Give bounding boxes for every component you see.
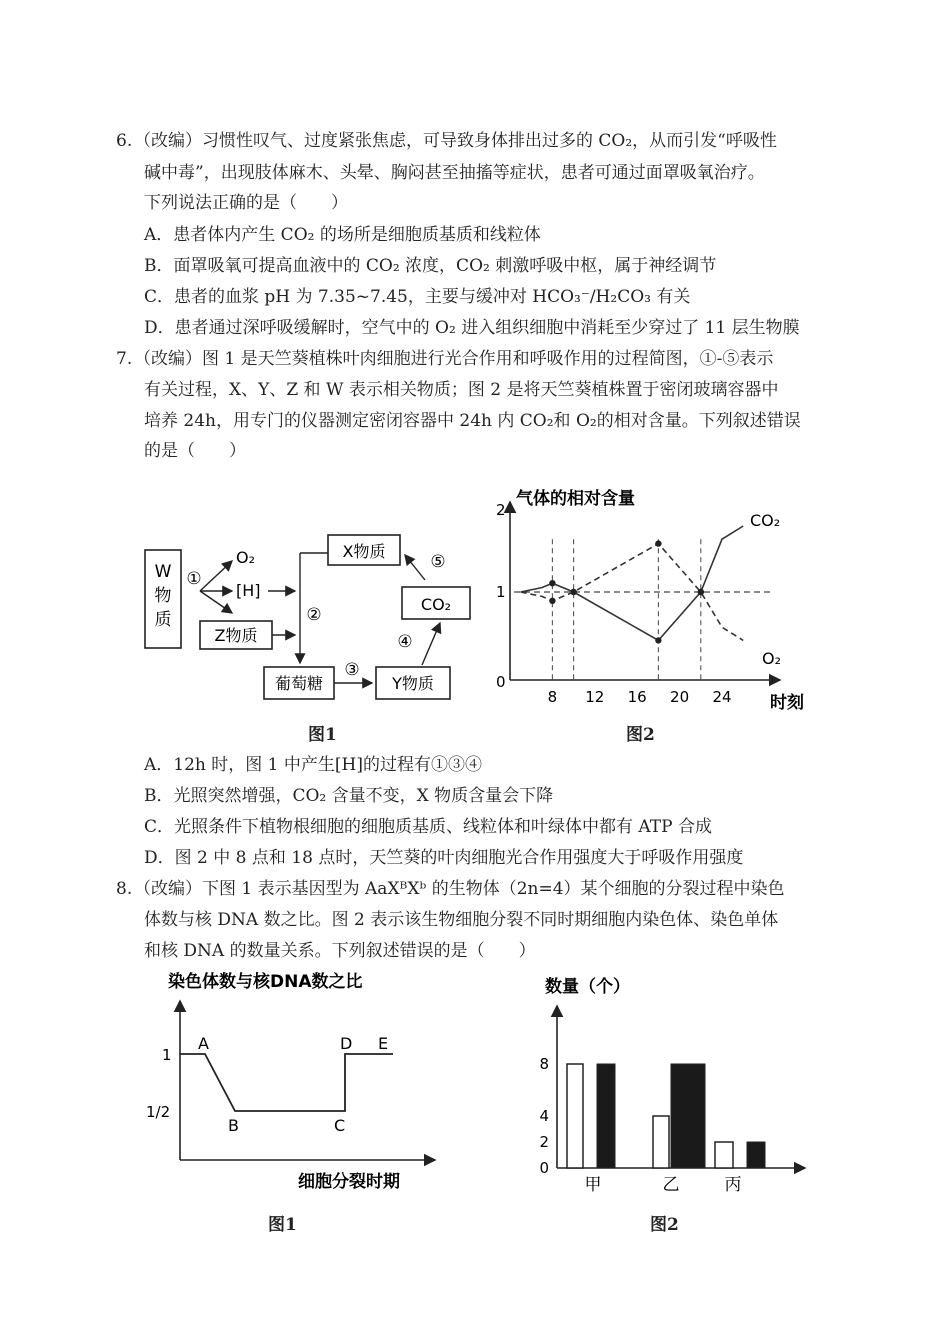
q6-option-c: C．患者的血浆 pH 为 7.35~7.45，主要与缓冲对 HCO₃⁻/H₂CO₃ 有关	[144, 287, 691, 307]
q6-number: 6.	[116, 131, 133, 151]
fig2-o2-label: O₂	[762, 649, 782, 668]
q7-line-1: （改编）图 1 是天竺葵植株叶肉细胞进行光合作用和呼吸作用的过程简图，①-⑤表示	[134, 349, 774, 369]
q6-line-1: （改编）习惯性叹气、过度紧张焦虑，可导致身体排出过多的 CO₂，从而引发“呼吸性	[134, 131, 777, 151]
point-c: C	[334, 1116, 346, 1135]
q8-fig2-ytick: 2	[539, 1133, 549, 1151]
step-5: ⑤	[430, 552, 446, 572]
fig2-x-title: 时刻	[770, 693, 804, 713]
q7-number: 7.	[116, 349, 133, 369]
q6-option-b: B．面罩吸氧可提高血液中的 CO₂ 浓度，CO₂ 刺激呼吸中枢，属于神经调节	[144, 256, 717, 276]
q8-fig2-ytick: 4	[539, 1107, 549, 1125]
series-point	[549, 598, 555, 604]
q8-line-3: 和核 DNA 的数量关系。下列叙述错误的是（ ）	[144, 941, 536, 961]
fig2-xtick: 16	[627, 688, 647, 706]
w-label-2: 物	[154, 586, 172, 606]
q8-line-1: （改编）下图 1 表示基因型为 AaXᴮXᵇ 的生物体（2n=4）某个细胞的分裂过程中染色	[134, 879, 785, 899]
glucose-label: 葡萄糖	[274, 674, 324, 693]
fig2-xtick: 12	[585, 688, 605, 706]
bar-black	[671, 1064, 705, 1168]
q8-fig2-ytick: 8	[539, 1055, 549, 1073]
q7-line-2: 有关过程，X、Y、Z 和 W 表示相关物质；图 2 是将天竺葵植株置于密闭玻璃容器中	[144, 380, 779, 400]
q6-line-2: 碱中毒”，出现肢体麻木、头晕、胸闷甚至抽搐等症状，患者可通过面罩吸氧治疗。	[144, 163, 765, 183]
q8-number: 8.	[116, 879, 133, 899]
ratio-line	[180, 1054, 393, 1111]
point-b: B	[228, 1116, 239, 1135]
fig2-y-title: 气体的相对含量	[516, 489, 635, 509]
q8-line-2: 体数与核 DNA 数之比。图 2 表示该生物细胞分裂不同时期细胞内染色体、染色单体	[144, 910, 779, 930]
fig2-ytick-0: 0	[496, 673, 506, 691]
q6-line-3: 下列说法正确的是（ ）	[144, 193, 348, 213]
q7-line-3: 培养 24h，用专门的仪器测定密闭容器中 24h 内 CO₂和 O₂的相对含量。下列叙述错误	[144, 411, 801, 431]
step-4: ④	[397, 632, 413, 652]
fig2-co2-label: CO₂	[750, 511, 781, 530]
w-label-1: W	[154, 562, 172, 582]
q8-category-label: 乙	[662, 1175, 680, 1195]
q7-fig1-diagram	[140, 525, 480, 715]
bar-black	[747, 1142, 765, 1168]
bar-white	[653, 1116, 669, 1168]
step-3: ③	[344, 660, 360, 680]
bar-white	[567, 1064, 583, 1168]
q7-fig2-chart	[480, 480, 820, 720]
q8-fig2-y-title: 数量（个）	[545, 977, 630, 997]
q6-option-d: D．患者通过深呼吸缓解时，空气中的 O₂ 进入组织细胞中消耗至少穿过了 11 层生物膜	[144, 318, 800, 338]
co2-label: CO₂	[420, 595, 452, 614]
bar-white	[715, 1142, 733, 1168]
q8-ytick-half: 1/2	[146, 1103, 171, 1121]
q7-line-4: 的是（ ）	[144, 441, 246, 461]
q8-fig1-caption: 图1	[268, 1215, 297, 1235]
q8-fig1-chart	[146, 965, 450, 1195]
q8-fig2-chart	[535, 970, 815, 1200]
q7-fig2-caption: 图2	[626, 725, 655, 745]
q8-fig1-y-title: 染色体数与核DNA数之比	[168, 972, 363, 992]
q8-ytick-1: 1	[162, 1046, 172, 1064]
fig2-xtick: 20	[670, 688, 690, 706]
o2-label: O₂	[236, 548, 256, 567]
fig2-ytick-1: 1	[496, 583, 506, 601]
fig2-xtick: 8	[547, 688, 558, 706]
q7-option-a: A．12h 时，图 1 中产生[H]的过程有①③④	[144, 755, 482, 775]
h-label: [H]	[236, 581, 261, 600]
w-label-3: 质	[154, 610, 172, 630]
q7-option-d: D．图 2 中 8 点和 18 点时，天竺葵的叶肉细胞光合作用强度大于呼吸作用强度	[144, 848, 744, 868]
point-e: E	[378, 1034, 389, 1053]
q7-option-b: B．光照突然增强，CO₂ 含量不变，X 物质含量会下降	[144, 786, 554, 806]
q8-category-label: 丙	[724, 1175, 742, 1195]
point-a: A	[198, 1034, 209, 1053]
x-label: X物质	[342, 542, 386, 561]
q8-fig2-caption: 图2	[650, 1215, 679, 1235]
series-point	[655, 540, 661, 546]
series-point	[549, 580, 555, 586]
series-point	[655, 637, 661, 643]
fig2-xtick: 24	[712, 688, 732, 706]
series-point	[570, 589, 576, 595]
point-d: D	[340, 1034, 353, 1053]
fig2-ytick-2: 2	[496, 501, 506, 519]
q7-fig1-caption: 图1	[308, 725, 337, 745]
step-2: ②	[306, 605, 322, 625]
q6-option-a: A．患者体内产生 CO₂ 的场所是细胞质基质和线粒体	[144, 225, 541, 245]
bar-black	[597, 1064, 615, 1168]
q8-category-label: 甲	[584, 1175, 602, 1195]
q8-fig1-x-title: 细胞分裂时期	[298, 1172, 400, 1192]
q8-fig2-ytick: 0	[539, 1159, 549, 1177]
q7-option-c: C．光照条件下植物根细胞的细胞质基质、线粒体和叶绿体中都有 ATP 合成	[144, 817, 712, 837]
series-point	[698, 589, 704, 595]
y-label: Y物质	[392, 674, 434, 693]
z-label: Z物质	[214, 626, 258, 645]
step-1: ①	[186, 569, 202, 589]
